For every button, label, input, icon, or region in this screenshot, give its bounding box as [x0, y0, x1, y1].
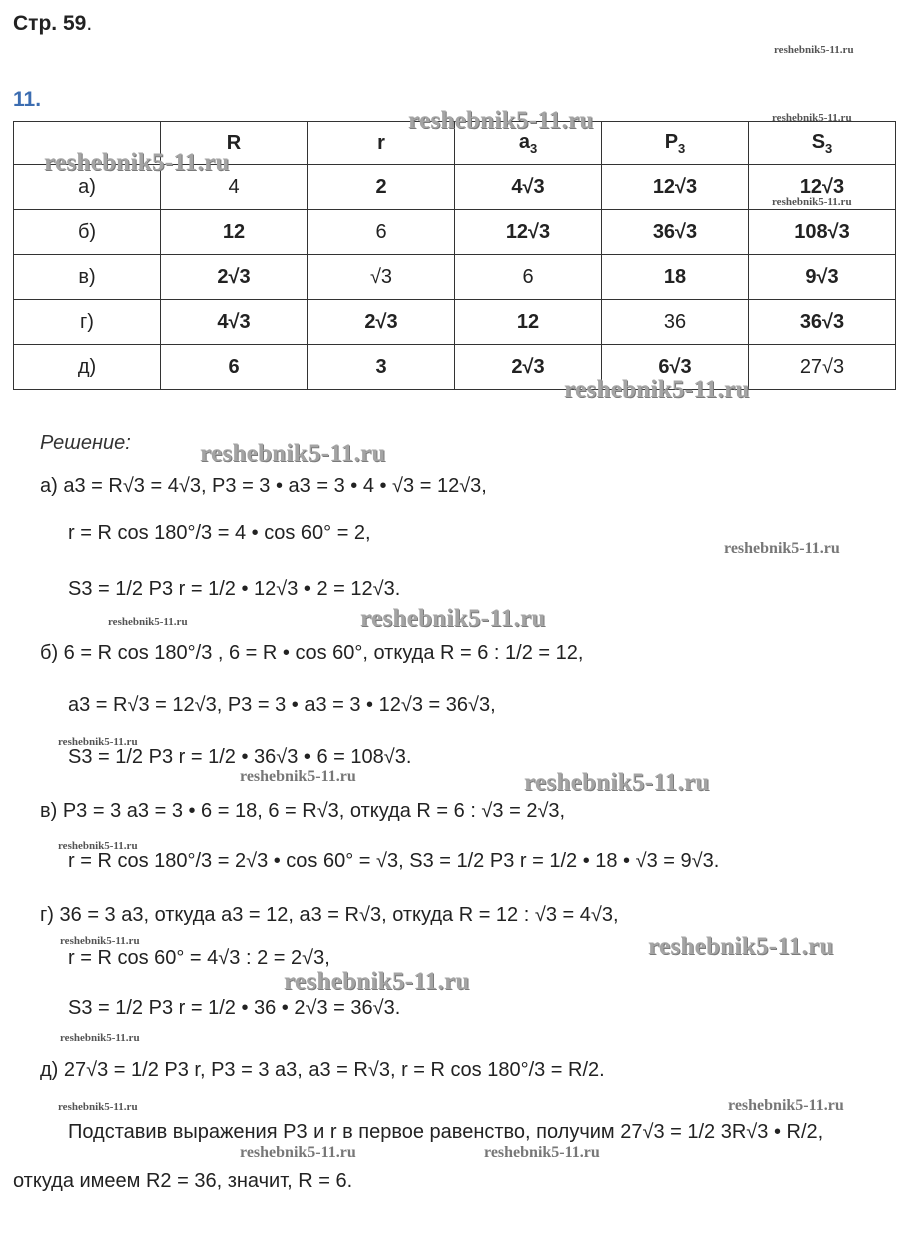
watermark: reshebnik5-11.ru — [772, 112, 852, 124]
watermark: reshebnik5-11.ru — [724, 540, 840, 557]
cell-S3: 108√3 — [749, 210, 896, 255]
table-row — [14, 300, 896, 345]
row-label: а) — [14, 165, 161, 210]
cell-a3: 12 — [455, 300, 602, 345]
table-row — [14, 255, 896, 300]
watermark: reshebnik5-11.ru — [284, 968, 470, 995]
solution-line-b1: б) 6 = R cos 180°/3 , 6 = R • cos 60°, откуда R = 6 : 1/2 = 12, — [40, 642, 584, 664]
cell-a3: 4√3 — [455, 165, 602, 210]
cell-P3: 36√3 — [602, 210, 749, 255]
row-label: в) — [14, 255, 161, 300]
header-cell-r: r — [308, 122, 455, 165]
task-number: 11. — [13, 88, 42, 111]
solution-title: Решение: — [40, 432, 131, 454]
watermark: reshebnik5-11.ru — [240, 768, 356, 785]
watermark: reshebnik5-11.ru — [58, 840, 138, 852]
cell-r: 2√3 — [308, 300, 455, 345]
solution-line-d1: д) 27√3 = 1/2 P3 r, P3 = 3 a3, a3 = R√3, r = R cos 180°/3 = R/2. — [40, 1059, 605, 1081]
watermark: reshebnik5-11.ru — [200, 440, 386, 467]
solution-line-a3: S3 = 1/2 P3 r = 1/2 • 12√3 • 2 = 12√3. — [68, 578, 401, 600]
cell-R: 4√3 — [161, 300, 308, 345]
row-label: б) — [14, 210, 161, 255]
solution-line-a2: r = R cos 180°/3 = 4 • cos 60° = 2, — [68, 522, 371, 544]
row-label: д) — [14, 345, 161, 390]
cell-a3: 6 — [455, 255, 602, 300]
page-reference: Стр. 59. — [13, 12, 93, 35]
header-cell-P3: $P_3$ — [602, 122, 749, 165]
watermark: reshebnik5-11.ru — [728, 1097, 844, 1114]
watermark: reshebnik5-11.ru — [58, 736, 138, 748]
cell-S3: 9√3 — [749, 255, 896, 300]
cell-R: 6 — [161, 345, 308, 390]
solution-line-b2: a3 = R√3 = 12√3, P3 = 3 • a3 = 3 • 12√3 = 36√3, — [68, 694, 496, 716]
cell-P3: 12√3 — [602, 165, 749, 210]
cell-a3: 2√3 — [455, 345, 602, 390]
solution-line-d3: откуда имеем R2 = 36, значит, R = 6. — [13, 1170, 353, 1192]
solution-line-g3: S3 = 1/2 P3 r = 1/2 • 36 • 2√3 = 36√3. — [68, 997, 401, 1019]
cell-R: 4 — [161, 165, 308, 210]
solution-line-g2: r = R cos 60° = 4√3 : 2 = 2√3, — [68, 947, 330, 969]
cell-S3: 36√3 — [749, 300, 896, 345]
watermark: reshebnik5-11.ru — [360, 605, 546, 632]
header-cell-R: R — [161, 122, 308, 165]
cell-R: 12 — [161, 210, 308, 255]
cell-r: 3 — [308, 345, 455, 390]
cell-S3: 12√3 — [749, 165, 896, 210]
cell-R: 2√3 — [161, 255, 308, 300]
cell-P3: 18 — [602, 255, 749, 300]
watermark: reshebnik5-11.ru — [564, 376, 750, 403]
row-label: г) — [14, 300, 161, 345]
watermark: reshebnik5-11.ru — [774, 44, 854, 56]
solution-line-d2: Подставив выражения P3 и r в первое равенство, получим 27√3 = 1/2 3R√3 • R/2, — [68, 1121, 824, 1143]
cell-P3: 6√3 — [602, 345, 749, 390]
table-row — [14, 345, 896, 390]
solution-line-g1: г) 36 = 3 a3, откуда a3 = 12, a3 = R√3, откуда R = 12 : √3 = 4√3, — [40, 904, 619, 926]
solution-line-b3: S3 = 1/2 P3 r = 1/2 • 36√3 • 6 = 108√3. — [68, 746, 412, 768]
header-cell-S3: $S_3$ — [749, 122, 896, 165]
solution-line-v1: в) P3 = 3 a3 = 3 • 6 = 18, 6 = R√3, откуда R = 6 : √3 = 2√3, — [40, 800, 566, 822]
solution-line-v2: r = R cos 180°/3 = 2√3 • cos 60° = √3, S3 = 1/2 P3 r = 1/2 • 18 • √3 = 9√3. — [68, 850, 720, 872]
watermark: reshebnik5-11.ru — [648, 933, 834, 960]
watermark: reshebnik5-11.ru — [484, 1144, 600, 1161]
cell-P3: 36 — [602, 300, 749, 345]
cell-S3: 27√3 — [749, 345, 896, 390]
watermark: reshebnik5-11.ru — [524, 769, 710, 796]
header-cell-a3: $a_3$ — [455, 122, 602, 165]
watermark: reshebnik5-11.ru — [44, 149, 230, 176]
watermark: reshebnik5-11.ru — [408, 107, 594, 134]
table-row — [14, 210, 896, 255]
solution-line-a1: а) a3 = R√3 = 4√3, P3 = 3 • a3 = 3 • 4 • √3 = 12√3, — [40, 475, 487, 497]
watermark: reshebnik5-11.ru — [240, 1144, 356, 1161]
watermark: reshebnik5-11.ru — [58, 1101, 138, 1113]
cell-a3: 12√3 — [455, 210, 602, 255]
cell-r: √3 — [308, 255, 455, 300]
watermark: reshebnik5-11.ru — [60, 1032, 140, 1044]
cell-r: 2 — [308, 165, 455, 210]
cell-r: 6 — [308, 210, 455, 255]
watermark: reshebnik5-11.ru — [60, 935, 140, 947]
watermark: reshebnik5-11.ru — [772, 196, 852, 208]
watermark: reshebnik5-11.ru — [108, 616, 188, 628]
